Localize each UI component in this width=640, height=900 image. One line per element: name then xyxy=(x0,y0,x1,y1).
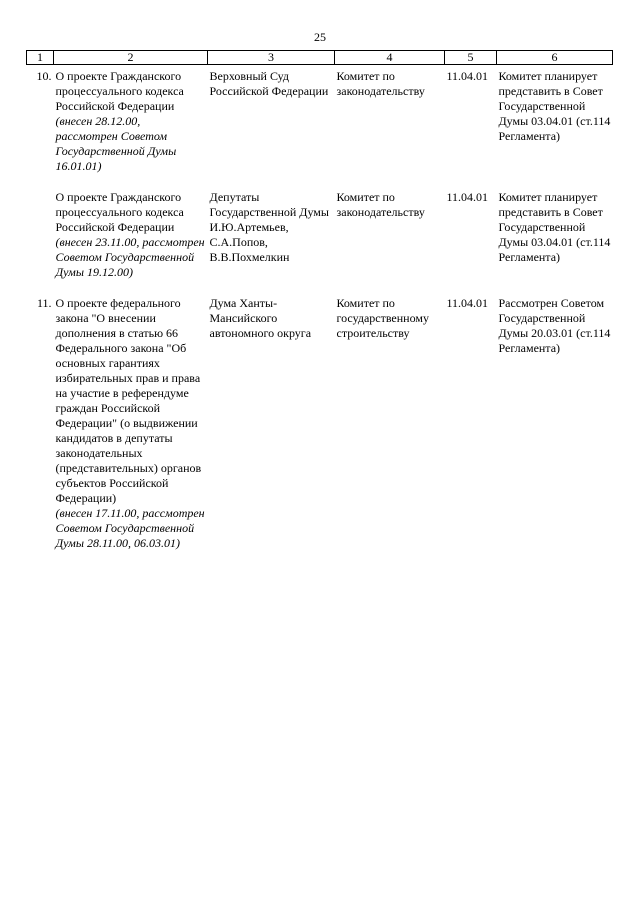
bill-note: (внесен 28.12.00, рассмотрен Советом Государственной Думы 16.01.01) xyxy=(55,114,177,173)
column-number-header-row xyxy=(27,51,613,65)
bills-table xyxy=(26,50,613,551)
row-number: 11. xyxy=(36,296,52,310)
table-row xyxy=(27,296,613,551)
bill-title: О проекте Гражданского процессуального кодекса Российской Федерации xyxy=(55,190,184,234)
table-row xyxy=(27,190,613,280)
column-header-6: 6 xyxy=(497,51,613,65)
responsible-committee: Комитет по законодательству xyxy=(336,190,425,219)
bill-status: Комитет планирует представить в Совет Государственной Думы 03.04.01 (ст.114 Регламента) xyxy=(498,190,611,264)
page-number: 25 xyxy=(314,30,326,44)
table-row xyxy=(27,69,613,174)
bill-cell xyxy=(54,190,208,280)
bill-cell xyxy=(54,69,208,174)
bill-date: 11.04.01 xyxy=(446,69,489,83)
bill-note: (внесен 17.11.00, рассмотрен Советом Государственной Думы 28.11.00, 06.03.01) xyxy=(55,506,205,550)
bill-status: Комитет планирует представить в Совет Государственной Думы 03.04.01 (ст.114 Регламента) xyxy=(498,69,611,143)
column-header-3: 3 xyxy=(208,51,335,65)
bill-note: (внесен 23.11.00, рассмотрен Советом Государственной Думы 19.12.00) xyxy=(55,235,205,279)
bill-date: 11.04.01 xyxy=(446,190,489,204)
responsible-committee: Комитет по законодательству xyxy=(336,69,425,98)
column-header-1: 1 xyxy=(27,51,54,65)
bill-date: 11.04.01 xyxy=(446,296,489,310)
column-header-2: 2 xyxy=(54,51,208,65)
bill-status: Рассмотрен Советом Государственной Думы 20.03.01 (ст.114 Регламента) xyxy=(498,296,611,355)
column-header-4: 4 xyxy=(335,51,445,65)
bill-author: Верховный Суд Российской Федерации xyxy=(209,69,329,98)
bill-title: О проекте Гражданского процессуального кодекса Российской Федерации xyxy=(55,69,184,113)
bill-author: Депутаты Государственной Думы И.Ю.Артемьев, С.А.Попов, В.В.Похмелкин xyxy=(209,190,329,264)
responsible-committee: Комитет по государственному строительству xyxy=(336,296,429,340)
bill-title: О проекте федерального закона "О внесении дополнения в статью 66 Федерального закона "Об основных гарантиях избирательных прав и права на участие в референдуме граждан Российской Федерации" (о выдвижении кандидатов в депутаты законодательных (представительных) органов субъектов Российской Федерации) xyxy=(55,296,202,505)
column-header-5: 5 xyxy=(445,51,497,65)
bill-cell xyxy=(54,296,208,551)
row-number xyxy=(27,190,54,280)
row-number: 10. xyxy=(36,69,52,83)
bill-author: Дума Ханты-Мансийского автономного округа xyxy=(209,296,312,340)
